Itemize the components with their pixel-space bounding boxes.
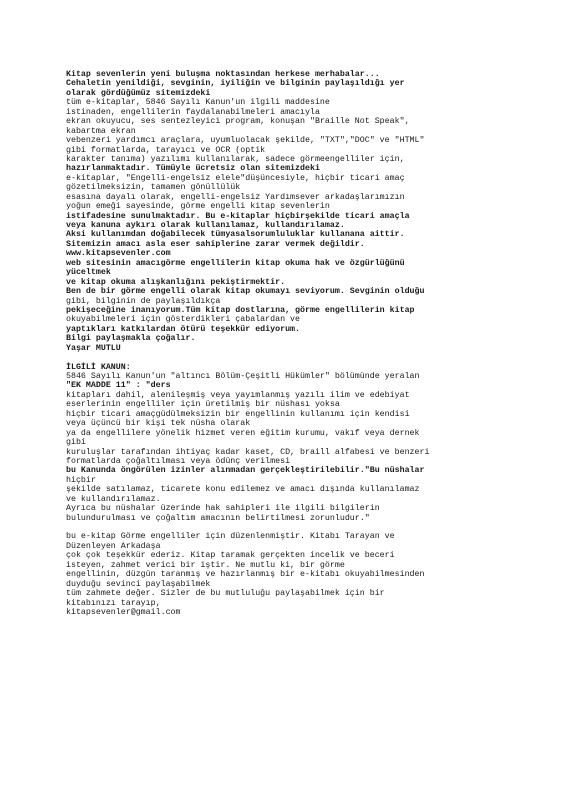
text-line: bu e-kitap Görme engelliler için düzenlenmiştir. Kitabı Tarayan ve	[66, 532, 395, 542]
blank-line	[66, 353, 546, 362]
text-line: yüceltmek	[66, 268, 111, 278]
text-line: "EK MADDE 11" : "ders	[66, 381, 171, 391]
text-line: gibi	[66, 438, 86, 448]
text-line: ve kitap okuma alışkanlığını pekiştirmektir.	[66, 277, 286, 287]
text-line: kuruluşlar tarafından ihtiyaç kadar kaset, CD, braill alfabesi ve benzeri	[66, 447, 430, 457]
text-line: olarak gördüğümüz sitemizdeki	[66, 88, 211, 98]
text-line: formatlarda çoğaltılması veya ödünç verilmesi	[66, 456, 291, 466]
text-line: kitapları dahil, alenileşmiş veya yayımlanmış yazılı ilim ve edebiyat	[66, 390, 410, 400]
text-line: Aksi kullanımdan doğabilecek tümyasalsorumluluklar kullanana aittir.	[66, 230, 405, 240]
text-line: hiçbir ticari amaçgüdülmeksizin bir engellinin kullanımı için kendisi	[66, 409, 410, 419]
text-line: Ben de bir görme engelli olarak kitap okumayı seviyorum. Sevginin olduğu	[66, 287, 425, 297]
text-line: pekişeceğine inanıyorum.Tüm kitap dostlarına, görme engellilerin kitap	[66, 305, 415, 315]
text-line: çok çok teşekkür ederiz. Kitap taramak gerçekten incelik ve beceri	[66, 551, 395, 561]
text-line: ve kullandırılamaz.	[66, 494, 161, 504]
text-line: bu Kanunda öngörülen izinler alınmadan gerçekleştirilebilir."Bu nüshalar	[66, 466, 425, 476]
text-line: Ayrıca bu nüshalar üzerinde hak sahipleri ile ilgili bilgilerin	[66, 504, 380, 514]
text-line: eserlerinin engelliler için üretilmiş bir nüshası yoksa	[66, 400, 340, 410]
text-line: ekran okuyucu, ses sentezleyici program, konuşan "Braille Not Speak",	[66, 117, 410, 127]
document-page	[66, 70, 546, 617]
text-line: istinaden, engellilerin faydalanabilmeleri amacıyla	[66, 107, 320, 117]
text-line: gibi formatlarda, tarayıcı ve OCR (optik	[66, 145, 266, 155]
text-line: tüm e-kitaplar, 5846 Sayılı Kanun'un ilgili maddesine	[66, 98, 330, 108]
text-line: kabartma ekran	[66, 126, 136, 136]
text-line: yoğun emeği sayesinde, görme engelli kitap sevenlerin	[66, 202, 330, 212]
text-line: okuyabilmeleri için gösterdikleri çabalardan ve	[66, 315, 301, 325]
text-line: www.kitapsevenler.com	[66, 249, 171, 259]
text-line: Cehaletin yenildiği, sevginin, iyiliğin ve bilginin paylaşıldığı yer	[66, 79, 405, 89]
text-line: gibi, bilginin de paylaşıldıkça	[66, 296, 221, 306]
text-line: İLGİLİ KANUN:	[66, 362, 131, 372]
text-line: duyduğu sevinci paylaşabilmek	[66, 579, 211, 589]
text-line: gözetilmeksizin, tamamen gönüllülük	[66, 183, 241, 193]
text-line: istifadesine sunulmaktadır. Bu e-kitaplar hiçbirşekilde ticari amaçla	[66, 211, 410, 221]
text-line: şekilde satılamaz, ticarete konu edilemez ve amacı dışında kullanılamaz	[66, 485, 420, 495]
text-line: Bilgi paylaşmakla çoğalır.	[66, 334, 196, 344]
text-line: web sitesinin amacıgörme engellilerin kitap okuma hak ve özgürlüğünü	[66, 258, 405, 268]
text-line: tüm zahmete değer. Sizler de bu mutluluğu paylaşabilmek için bir	[66, 589, 385, 599]
text-line: Kitap sevenlerin yeni buluşma noktasından herkese merhabalar...	[66, 70, 380, 79]
text-line: vebenzeri yardımcı araçlara, uyumluolacak şekilde, "TXT","DOC" ve "HTML"	[66, 136, 425, 146]
text-line: ya da engellilere yönelik hizmet veren eğitim kurumu, vakıf veya dernek	[66, 428, 420, 438]
text-line: isteyen, zahmet verici bir iştir. Ne mutlu ki, bir görme	[66, 560, 345, 570]
text-line: Düzenleyen Arkadaşa	[66, 541, 161, 551]
text-line: hiçbir	[66, 475, 96, 485]
text-line: engellinin, düzgün taranmış ve hazırlanmış bir e-kitabı okuyabilmesinden	[66, 570, 425, 580]
text-line: bulundurulması ve çoğaltım amacının belirtilmesi zorunludur."	[66, 513, 370, 523]
text-line: 5846 Sayılı Kanun'un "altıncı Bölüm-Çeşitli Hükümler" bölümünde yeralan	[66, 372, 420, 381]
text-line: Yaşar MUTLU	[66, 343, 121, 353]
text-line: veya üçüncü bir kişi tek nüsha olarak	[66, 419, 251, 429]
text-line: kitabınızı tarayıp,	[66, 598, 161, 608]
text-line: hazırlanmaktadır. Tümüyle ücretsiz olan sitemizdeki	[66, 164, 320, 174]
text-line: Sitemizin amacı asla eser sahiplerine zarar vermek değildir.	[66, 239, 365, 249]
text-line: e-kitaplar, "Engelli-engelsiz elele"düşüncesiyle, hiçbir ticari amaç	[66, 173, 405, 183]
text-line: yaptıkları katkılardan ötürü teşekkür ediyorum.	[66, 324, 301, 334]
text-line: veya kanuna aykırı olarak kullanılamaz, kullandırılamaz.	[66, 221, 345, 230]
text-line: esasına dayalı olarak, engelli-engelsiz Yardımsever arkadaşlarımızın	[66, 192, 405, 202]
text-line: kitapsevenler@gmail.com	[66, 607, 181, 617]
text-line: karakter tanıma) yazılımı kullanılarak, sadece görmeengelliler için,	[66, 154, 405, 164]
